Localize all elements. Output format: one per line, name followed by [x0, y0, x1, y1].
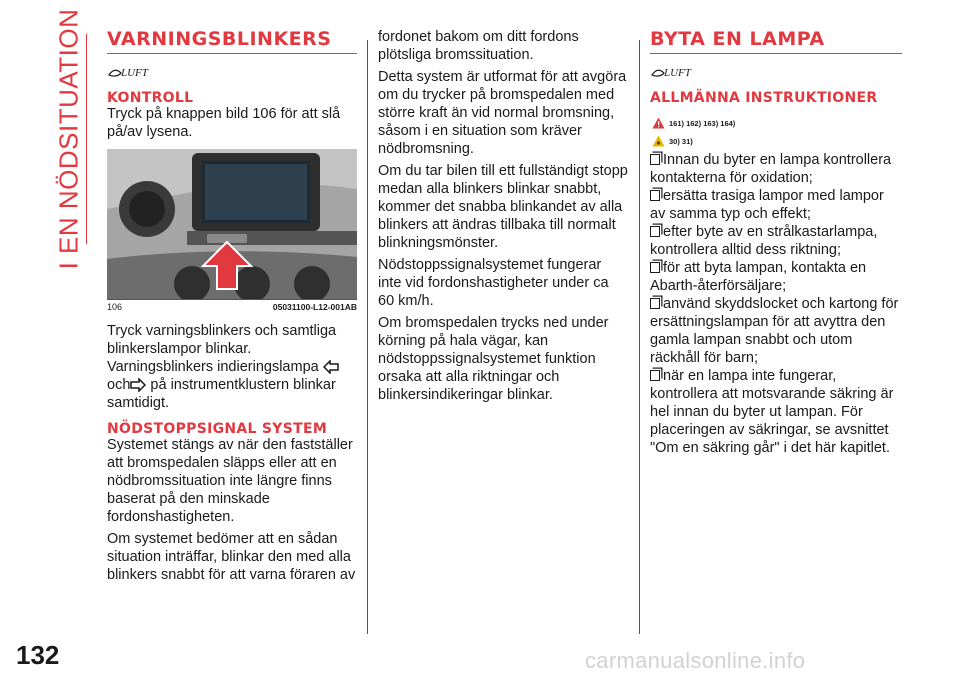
left-arrow-indicator-icon	[323, 360, 339, 374]
column-3	[650, 28, 902, 457]
bullet-icon	[650, 370, 660, 381]
list-item	[650, 187, 902, 223]
list-item-text: ersätta trasiga lampor med lampor av samma typ och effekt;	[650, 188, 884, 222]
list-item	[650, 295, 902, 367]
subheading-general-instructions: ALLMÄNNA INSTRUKTIONER	[650, 90, 878, 106]
text-fragment: på instrumentklustern blinkar samtidigt.	[107, 377, 336, 411]
column-2	[378, 28, 628, 404]
bullet-icon	[650, 226, 660, 237]
warning-triangle-icon	[652, 117, 665, 129]
list-item-text: använd skyddslocket och kartong för ersättningslampan för att avyttra den gamla lampan snabbt och utom räckhåll för barn;	[650, 296, 899, 366]
column-1	[107, 28, 357, 584]
paragraph: Om systemet bedömer att en sådan situation inträffar, blinkar den med alla blinkers snabbt för att varna föraren av	[107, 531, 356, 583]
column-divider	[639, 40, 640, 634]
figure-code: 05031100-L12-001AB	[272, 302, 357, 312]
bullet-icon	[650, 298, 660, 309]
page-number: 132	[16, 640, 60, 670]
note-triangle-icon	[652, 135, 665, 147]
watermark: carmanualsonline.info	[585, 648, 806, 673]
warning-reference	[652, 117, 902, 129]
list-item	[650, 367, 902, 457]
paragraph	[107, 322, 357, 412]
section-title-hazard-lights: VARNINGSBLINKERS	[107, 28, 357, 54]
bullet-icon	[650, 154, 660, 165]
note-reference	[652, 135, 902, 147]
paragraph: Om bromspedalen trycks ned under körning på hala vägar, kan nödstoppssignalsystemet funktion orsaka att alla riktningar och blinkersindikeringar blinkar.	[378, 315, 609, 403]
luft-logo-icon	[107, 60, 151, 82]
text-fragment: och	[107, 377, 131, 393]
list-item	[650, 259, 902, 295]
logo-text: LUFT	[664, 67, 691, 79]
list-item	[650, 151, 902, 187]
subheading-kontroll: KONTROLL	[107, 90, 194, 106]
figure-number: 106	[107, 302, 123, 312]
list-item-text: när en lampa inte fungerar, kontrollera att motsvarande säkring är hel innan du byter ut lampan. För placeringen av säkringar, se avsnittet "Om en säkring går" i det här kapitlet.	[650, 368, 894, 456]
chapter-title: I EN NÖDSITUATION	[53, 8, 84, 270]
list-item-text: efter byte av en strålkastarlampa, kontrollera alltid dess riktning;	[650, 224, 878, 258]
dashboard-illustration	[107, 149, 357, 299]
section-title-replace-bulb: BYTA EN LAMPA	[650, 28, 902, 54]
warning-refs: 161) 162) 163) 164)	[669, 118, 736, 128]
luft-logo-icon	[650, 60, 694, 82]
paragraph: Nödstoppssignalsystemet fungerar inte vid fordonshastigheter under ca 60 km/h.	[378, 257, 609, 309]
chapter-side-tab	[52, 8, 87, 270]
paragraph: Detta system är utformat för att avgöra om du trycker på bromspedalen med större kraft än vid normal bromsning, såsom i en situation som kräver nödbromsning.	[378, 69, 627, 157]
logo-text: LUFT	[121, 67, 148, 79]
bullet-icon	[650, 262, 660, 273]
paragraph: Tryck på knappen bild 106 för att slå på/av lysena.	[107, 106, 341, 140]
figure-dashboard-photo	[107, 149, 357, 299]
subheading-emergency-stop-signal: NÖDSTOPPSIGNAL SYSTEM	[107, 421, 328, 437]
column-divider	[367, 40, 368, 634]
paragraph: Systemet stängs av när den fastställer att bromspedalen släpps eller att en nödbromssituation inte längre finns baserat på den minskade fordonshastigheten.	[107, 437, 353, 525]
bullet-icon	[650, 190, 660, 201]
note-refs: 30) 31)	[669, 136, 693, 146]
paragraph: fordonet bakom om ditt fordons plötsliga bromssituation.	[378, 29, 579, 63]
right-arrow-indicator-icon	[130, 378, 146, 392]
list-item-text: Innan du byter en lampa kontrollera kontakterna för oxidation;	[650, 152, 892, 186]
list-item-text: för att byta lampan, kontakta en Abarth-återförsäljare;	[650, 260, 867, 294]
paragraph: Om du tar bilen till ett fullständigt stopp medan alla blinkers blinkar snabbt, kommer det snabba blinkandet av alla blinkers att ändras tillbaka till normalt blinkningsmönster.	[378, 163, 628, 251]
list-item	[650, 223, 902, 259]
instruction-list	[650, 151, 902, 457]
text-fragment: Tryck varningsblinkers och samtliga blinkerslampor blinkar. Varningsblinkers indieringslampa	[107, 323, 337, 375]
figure-caption	[107, 299, 357, 312]
